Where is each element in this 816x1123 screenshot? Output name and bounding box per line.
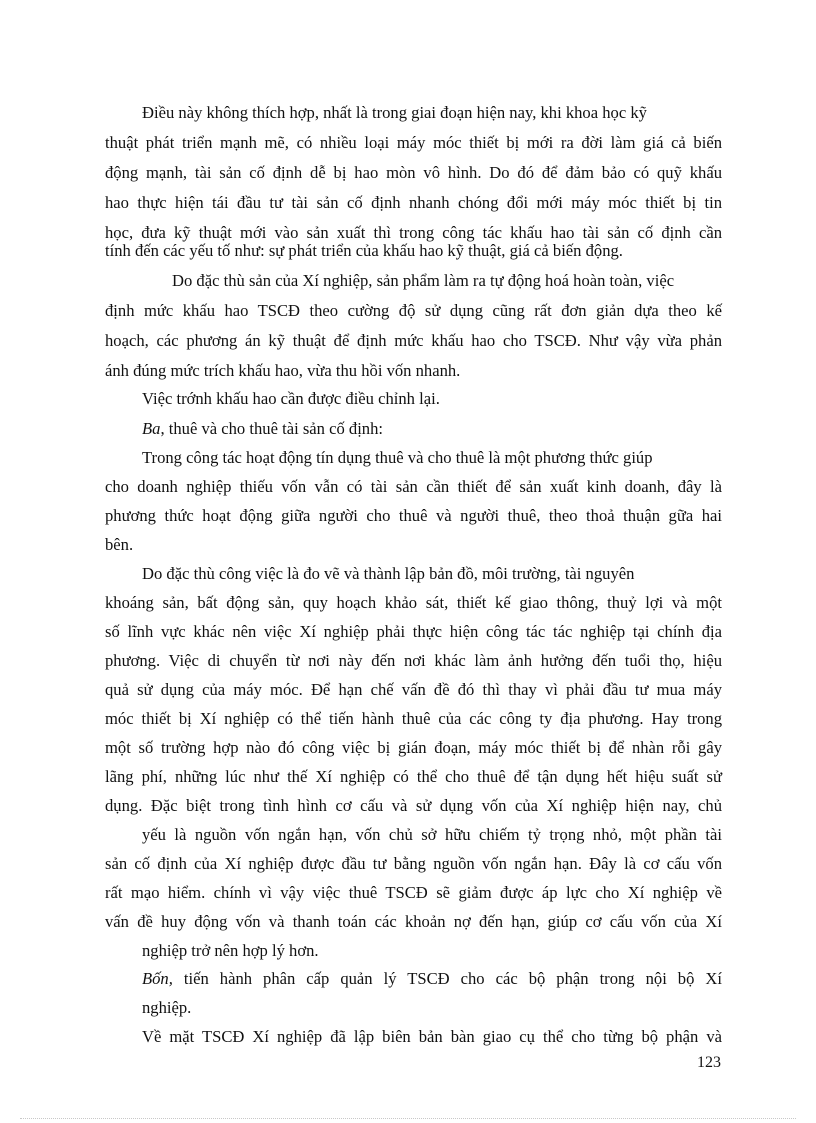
text-line: động mạnh, tài sản cố định dễ bị hao mòn vô hình. Do đó để đảm bảo có quỹ khấu (105, 163, 722, 182)
text-line: cho doanh nghiệp thiếu vốn vẫn có tài sản cần thiết để sản xuất kinh doanh, đây là (105, 477, 722, 496)
text-line: phương thức hoạt động giữa người cho thuê và người thuê, theo thoả thuận gữa hai (105, 506, 722, 525)
text-line: Việc trớnh khấu hao cần được điều chỉnh lại. (142, 389, 440, 408)
text-line: Về mặt TSCĐ Xí nghiệp đã lập biên bản bàn giao cụ thể cho từng bộ phận và (142, 1027, 722, 1046)
text-line: lãng phí, những lúc như thế Xí nghiệp có thể cho thuê để tận dụng hết hiệu suất sử (105, 767, 722, 786)
text-line: Điều này không thích hợp, nhất là trong giai đoạn hiện nay, khi khoa học kỹ (142, 103, 647, 122)
text-line: vấn đề huy động vốn và thanh toán các khoản nợ đến hạn, giúp cơ cấu vốn của Xí (105, 912, 722, 931)
section-heading-ba (142, 419, 383, 439)
section-heading-bon (142, 969, 722, 989)
text-line: hao thực hiện tái đầu tư tài sản cố định nhanh chóng đổi mới máy móc thiết bị tin (105, 193, 722, 212)
heading-text: tiến hành phân cấp quản lý TSCĐ cho các bộ phận trong nội bộ Xí (172, 969, 722, 988)
heading-text: , thuê và cho thuê tài sản cố định: (160, 419, 384, 438)
text-line: phương. Việc di chuyển từ nơi này đến nơi khác làm ảnh hưởng đến tuổi thọ, hiệu (105, 651, 722, 670)
text-line: Do đặc thù sản của Xí nghiệp, sản phẩm làm ra tự động hoá hoàn toàn, việc (172, 271, 675, 290)
text-line: sản cố định của Xí nghiệp được đầu tư bằng nguồn vốn ngắn hạn. Đây là cơ cấu vốn (105, 854, 722, 873)
text-line: rất mạo hiểm. chính vì vậy việc thuê TSCĐ sẽ giảm được áp lực cho Xí nghiệp về (105, 883, 722, 902)
text-line: bên. (105, 535, 134, 554)
page-bottom-rule (20, 1118, 796, 1119)
text-line: một số trường hợp nào đó công việc bị gián đoạn, máy móc thiết bị để nhàn rỗi gây (105, 738, 722, 757)
text-line: Trong công tác hoạt động tín dụng thuê và cho thuê là một phương thức giúp (142, 448, 653, 467)
text-line: tính đến các yếu tố như: sự phát triển của khấu hao kỹ thuật, giá cả biến động. (105, 241, 623, 260)
page-number: 123 (697, 1054, 721, 1071)
text-line: khoáng sản, bất động sản, quy hoạch khảo sát, thiết kế giao thông, thuỷ lợi và một (105, 593, 722, 612)
heading-ordinal: Bốn, (142, 969, 173, 988)
heading-ordinal: Ba (142, 419, 161, 438)
text-line: dụng. Đặc biệt trong tình hình cơ cấu và sử dụng vốn của Xí nghiệp hiện nay, chủ (105, 796, 722, 815)
text-line: thuật phát triển mạnh mẽ, có nhiều loại máy móc thiết bị mới ra đời làm giá cả biến (105, 133, 722, 152)
text-line: yếu là nguồn vốn ngắn hạn, vốn chủ sở hữu chiếm tỷ trọng nhỏ, một phần tài (142, 825, 722, 844)
text-line: Do đặc thù công việc là đo vẽ và thành lập bản đồ, môi trường, tài nguyên (142, 564, 635, 583)
text-line: nghiệp trở nên hợp lý hơn. (142, 941, 319, 960)
text-line: ánh đúng mức trích khấu hao, vừa thu hồi vốn nhanh. (105, 361, 461, 380)
text-line: số lĩnh vực khác nên việc Xí nghiệp phải thực hiện công tác tác nghiệp tại chính địa (105, 622, 722, 641)
text-line: hoạch, các phương án kỹ thuật để định mức khấu hao cho TSCĐ. Như vậy vừa phản (105, 331, 722, 350)
text-line: học, đưa kỹ thuật mới vào sản xuất thì trong công tác khấu hao tài sản cố định cần (105, 223, 722, 242)
text-line: quả sử dụng của máy móc. Để hạn chế vấn đề đó thì thay vì phải đầu tư mua máy (105, 680, 722, 699)
text-line: móc thiết bị Xí nghiệp có thể tiến hành thuê của các công ty địa phương. Hay trong (105, 709, 722, 728)
text-line: nghiệp. (142, 998, 192, 1017)
text-line: định mức khấu hao TSCĐ theo cường độ sử dụng cũng rất đơn giản dựa theo kế (105, 301, 722, 320)
